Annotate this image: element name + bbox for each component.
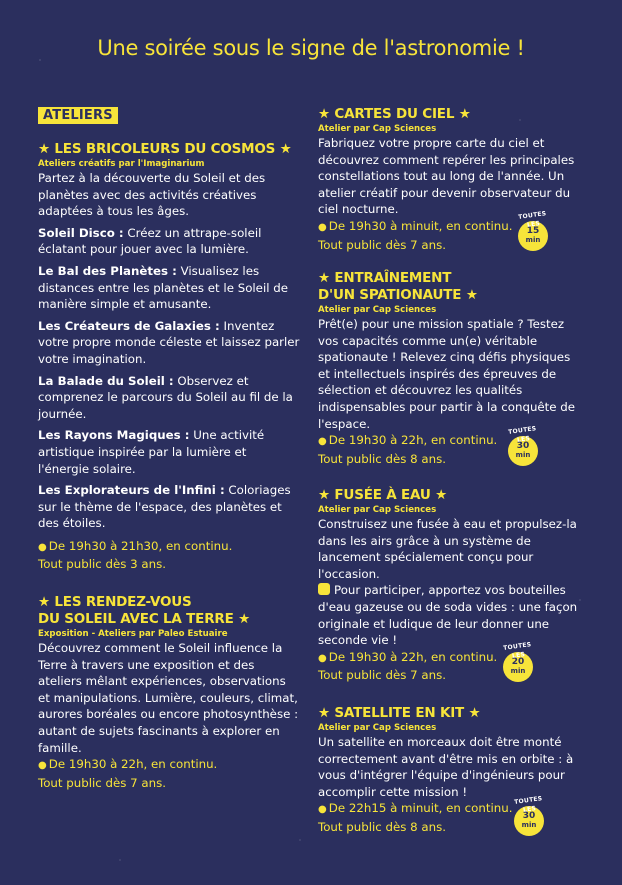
activity-description: Une activité artistique inspirée par la lumière et l'énergie solaire. [38, 428, 265, 476]
bullet-icon: ● [318, 221, 327, 233]
activity-name: La Balade du Soleil : [38, 373, 174, 388]
star-icon: ★ [318, 106, 330, 122]
bullet-icon: ● [318, 436, 327, 448]
star-icon: ★ [435, 487, 448, 503]
section-bricoleurs-du-cosmos [38, 141, 300, 573]
star-icon: ★ [318, 705, 330, 721]
section-heading: ★ SATELLITE EN KIT ★ [318, 705, 481, 721]
star-icon: ★ [38, 594, 50, 610]
audience: Tout public dès 8 ans. [318, 451, 447, 466]
section-heading: ★ ENTRAÎNEMENT D'UN SPATIONAUTE ★ [318, 270, 478, 303]
activity-item [38, 427, 300, 477]
activity-description: Coloriages sur le thème de l'espace, des planètes et des étoiles. [38, 483, 291, 531]
star-icon: ★ [458, 106, 471, 122]
frequency-badge: TOUTES LES 30 min [514, 806, 544, 836]
section-heading: ★ LES RENDEZ-VOUS DU SOLEIL AVEC LA TERRE ★ [38, 594, 251, 627]
bullet-icon: ● [38, 760, 47, 772]
schedule: ● De 19h30 à 22h, en continu. [318, 433, 498, 448]
section-heading: ★ CARTES DU CIEL ★ [318, 106, 471, 122]
section-subtitle: Atelier par Cap Sciences [318, 723, 437, 733]
hand-icon [318, 583, 330, 595]
section-subtitle: Atelier par Cap Sciences [318, 305, 437, 315]
activity-description: Inventez votre propre monde céleste et laissez parler votre imagination. [38, 318, 300, 366]
frequency-badge: TOUTES LES 15 min [518, 221, 548, 251]
section-note: Pour participer, apportez vos bouteilles d'eau gazeuse ou de soda vides : une façon originale et ludique de leur donner une seconde vie ! [318, 583, 578, 648]
activity-list [38, 225, 300, 532]
section-body: Fabriquez votre propre carte du ciel et découvrez comment repérer les principales constellations tout au long de l'année. Un atelier créatif pour devenir observateur du ciel nocturne. [318, 136, 575, 217]
activity-item [38, 318, 300, 368]
section-rendez-vous-soleil [38, 594, 300, 791]
section-body: Découvrez comment le Soleil influence la Terre à travers une exposition et des ateliers mêlant expériences, observations et manipulations. Lumière, couleurs, climat, aurores boréales ou encore photosynthèse : autant de sujets fascinants à explorer en famille. [38, 641, 299, 755]
star-icon: ★ [318, 487, 330, 503]
schedule: ● De 19h30 à 22h, en continu. [38, 757, 218, 772]
section-body: Construisez une fusée à eau et propulsez-la dans les airs grâce à un système de lancement spécialement conçu pour l'occasion. [318, 517, 577, 581]
section-body: Un satellite en morceaux doit être monté correctement avant d'être mis en orbite : à vous d'intégrer l'équipe d'ingénieurs pour accomplir cette mission ! [318, 735, 574, 799]
section-intro: Partez à la découverte du Soleil et des planètes avec des activités créatives adaptées à tous les âges. [38, 171, 266, 219]
schedule: ● De 19h30 à minuit, en continu. [318, 218, 513, 233]
star-icon: ★ [318, 270, 330, 286]
section-subtitle: Ateliers créatifs par l'Imaginarium [38, 159, 205, 169]
activity-item [38, 482, 300, 532]
bullet-icon: ● [318, 652, 327, 664]
section-subtitle: Atelier par Cap Sciences [318, 124, 437, 134]
section-fusee-a-eau [318, 487, 580, 684]
audience: Tout public dès 7 ans. [318, 668, 447, 683]
activity-name: Le Bal des Planètes : [38, 263, 177, 278]
section-cartes-du-ciel [318, 106, 580, 253]
schedule: ● De 19h30 à 22h, en continu. [318, 649, 498, 664]
frequency-badge: TOUTES LES 20 min [503, 652, 533, 682]
page-title: Une soirée sous le signe de l'astronomie ! [97, 36, 525, 60]
activity-name: Soleil Disco : [38, 225, 124, 240]
section-body: Prêt(e) pour une mission spatiale ? Testez vos capacités comme un(e) véritable spationaute ! Relevez cinq défis physiques et intellectuels inspirés des épreuves de sélection et découvrez les qualités indispensables pour partir à la conquête de l'espace. [318, 317, 576, 431]
star-icon: ★ [468, 705, 481, 721]
schedule: ● De 19h30 à 21h30, en continu. [38, 538, 233, 553]
activity-item [38, 263, 300, 313]
section-subtitle: Exposition - Ateliers par Paleo Estuaire [38, 629, 228, 639]
activity-item [38, 225, 300, 258]
audience: Tout public dès 7 ans. [318, 237, 447, 252]
audience: Tout public dès 8 ans. [318, 819, 447, 834]
bullet-icon: ● [318, 804, 327, 816]
activity-name: Les Rayons Magiques : [38, 428, 190, 443]
section-satellite-en-kit [318, 705, 580, 836]
audience: Tout public dès 7 ans. [38, 775, 167, 790]
frequency-badge: TOUTES LES 30 min [508, 436, 538, 466]
star-icon: ★ [279, 141, 292, 157]
star-icon: ★ [465, 287, 478, 303]
bullet-icon: ● [38, 541, 47, 553]
section-heading: ★ LES BRICOLEURS DU COSMOS ★ [38, 141, 292, 157]
activity-name: Les Créateurs de Galaxies : [38, 318, 220, 333]
star-icon: ★ [238, 611, 251, 627]
section-subtitle: Atelier par Cap Sciences [318, 505, 437, 515]
schedule: ● De 22h15 à minuit, en continu. [318, 801, 513, 816]
star-icon: ★ [38, 141, 50, 157]
activity-description: Créez un attrape-soleil éclatant pour jouer avec la lumière. [38, 225, 262, 257]
section-entrainement-spationaute [318, 270, 580, 467]
activity-name: Les Explorateurs de l'Infini : [38, 483, 225, 498]
section-heading: ★ FUSÉE À EAU ★ [318, 487, 448, 503]
activity-description: Visualisez les distances entre les planètes et le Soleil de manière simple et amusante. [38, 263, 288, 312]
audience: Tout public dès 3 ans. [38, 557, 167, 572]
activity-item [38, 373, 300, 423]
section-tag-ateliers: ATELIERS [38, 107, 118, 124]
activity-description: Observez et comprenez le parcours du Soleil au fil de la journée. [38, 373, 293, 421]
